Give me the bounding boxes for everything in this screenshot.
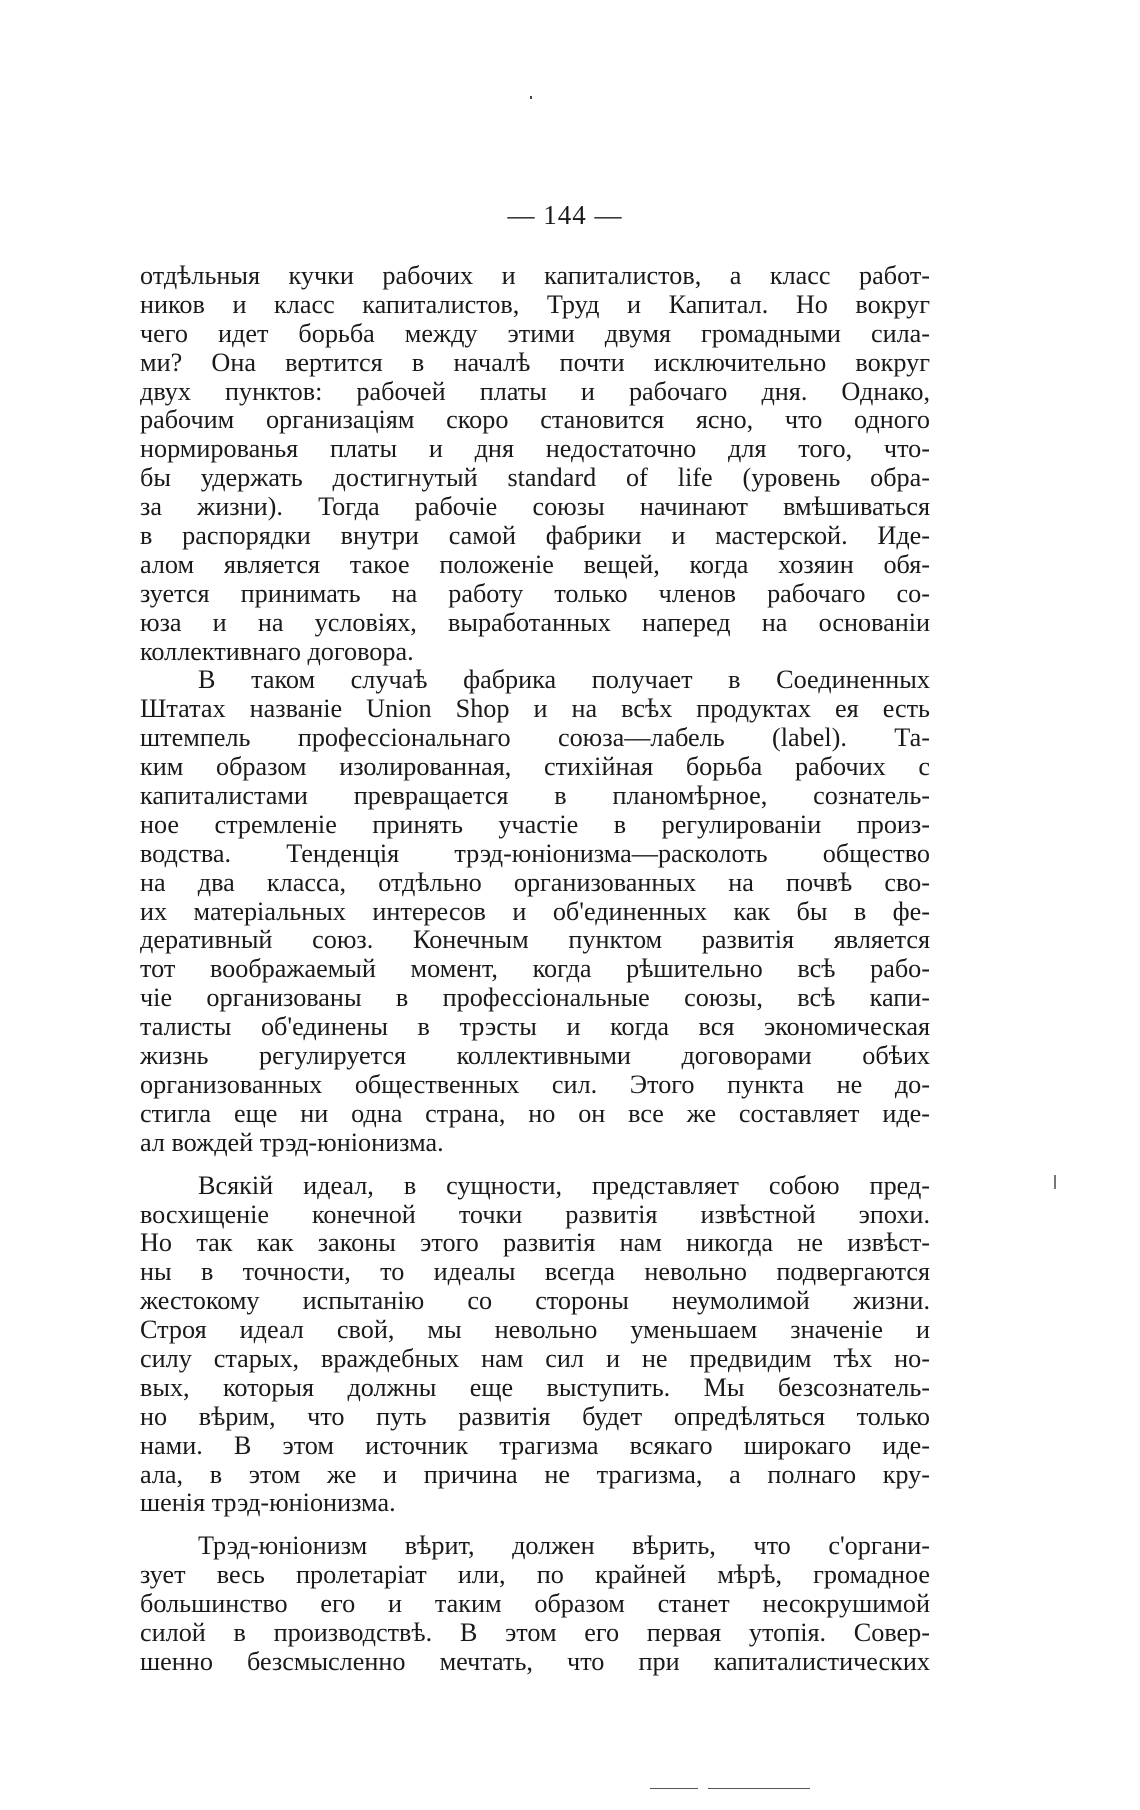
text-line: ким образом изолированная, стихiйная борьба рабочих с [140, 752, 930, 782]
text-line: шенно безсмысленно мечтать, что при капиталистических [140, 1646, 930, 1676]
text-line: ников и класс капиталистов, Труд и Капитал. Но вокруг [140, 289, 930, 319]
text-line: капиталистами превращается в планомѣрное, сознатель- [140, 781, 930, 811]
page-number: — 144 — [507, 200, 623, 230]
paragraph [140, 1172, 930, 1519]
text-line: тот воображаемый момент, когда рѣшительно всѣ рабо- [140, 954, 930, 984]
text-line: ал вождей трэд-юнiонизма. [140, 1127, 444, 1157]
text-line: восхищенiе конечной точки развитiя извѣстной эпохи. [140, 1199, 930, 1229]
text-line: деративный союз. Конечным пунктом развитiя является [140, 925, 930, 955]
text-line: водства. Тенденцiя трэд-юнiонизма—расколоть общество [140, 838, 930, 868]
text-line: жестокому испытанiю со стороны неумолимой жизни. [140, 1286, 930, 1316]
text-line: чiе организованы в профессiональные союзы, всѣ капи- [140, 983, 930, 1013]
text-line: отдѣльныя кучки рабочих и капиталистов, а класс работ- [140, 261, 930, 290]
bottom-rule [650, 1788, 698, 1789]
text-line: нами. В этом источник трагизма всякаго широкаго иде- [140, 1430, 930, 1460]
paragraph [140, 1532, 930, 1676]
text-line: штемпель профессiональнаго союза—лабель (label). Та- [140, 723, 930, 753]
text-line: Всякiй идеал, в сущности, представляет собою пред- [198, 1170, 930, 1200]
text-line: на два класса, отдѣльно организованных на почвѣ сво- [140, 867, 930, 897]
text-line: в распорядки внутри самой фабрики и мастерской. Иде- [140, 521, 930, 551]
text-line: Строя идеал свой, мы невольно уменьшаем значенiе и [140, 1315, 930, 1345]
text-line: жизнь регулируется коллективными договорами обѣих [140, 1041, 930, 1071]
text-line: ми? Она вертится в началѣ почти исключительно вокруг [140, 347, 930, 377]
text-line: вых, которыя должны еще выступить. Мы безсознатель- [140, 1372, 930, 1402]
text-line: ны в точности, то идеалы всегда невольно подвергаются [140, 1257, 930, 1287]
text-line: зуется принимать на работу только членов рабочаго со- [140, 578, 930, 608]
text-line: большинство его и таким образом станет несокрушимой [140, 1589, 930, 1619]
text-line: талисты об'единены в трэсты и когда вся экономическая [140, 1012, 930, 1042]
text-line: силой в производствѣ. В этом его первая утопiя. Совер- [140, 1617, 930, 1647]
text-line: В таком случаѣ фабрика получает в Соединенных [198, 665, 930, 695]
text-line: рабочим организацiям скоро становится ясно, что одного [140, 405, 930, 435]
text-line: стигла еще ни одна страна, но он все же составляет иде- [140, 1098, 930, 1128]
paragraph [140, 666, 930, 1157]
paragraph-gap [140, 1158, 930, 1172]
text-line: Штатах названiе Union Shop и на всѣх продуктах ея есть [140, 694, 930, 724]
text-line: силу старых, враждебных нам сил и не предвидим тѣх но- [140, 1343, 930, 1373]
bottom-rule [708, 1788, 810, 1789]
scan-speck [530, 96, 532, 99]
text-line: коллективнаго договора. [140, 636, 414, 666]
text-line: за жизни). Тогда рабочiе союзы начинают вмѣшиваться [140, 492, 930, 522]
paragraph-gap [140, 1518, 930, 1532]
text-line: но вѣрим, что путь развитiя будет опредѣляться только [140, 1401, 930, 1431]
scan-speck [1054, 1175, 1056, 1189]
text-line: их матерiальных интересов и об'единенных как бы в фе- [140, 896, 930, 926]
text-line: ала, в этом же и причина не трагизма, а полнаго кру- [140, 1459, 930, 1489]
text-line: зует весь пролетарiат или, по крайней мѣрѣ, громадное [140, 1560, 930, 1590]
text-line: нормированья платы и дня недостаточно для того, что- [140, 434, 930, 464]
text-line: Но так как законы этого развитiя нам никогда не извѣст- [140, 1228, 930, 1258]
text-line: Трэд-юнiонизм вѣрит, должен вѣрить, что с'органи- [198, 1531, 930, 1561]
text-column [140, 262, 930, 1677]
text-line: бы удержать достигнутый standard of life (уровень обра- [140, 463, 930, 493]
text-line: шенiя трэд-юнiонизма. [140, 1488, 396, 1518]
text-line: чего идет борьба между этими двумя громадными сила- [140, 318, 930, 348]
text-line: алом является такое положенiе вещей, когда хозяин обя- [140, 549, 930, 579]
paragraph [140, 262, 930, 666]
text-line: юза и на условiях, выработанных наперед на основанiи [140, 607, 930, 637]
text-line: организованных общественных сил. Этого пункта не до- [140, 1069, 930, 1099]
text-line: двух пунктов: рабочей платы и рабочаго дня. Однако, [140, 376, 930, 406]
text-line: ное стремленiе принять участiе в регулированiи произ- [140, 809, 930, 839]
